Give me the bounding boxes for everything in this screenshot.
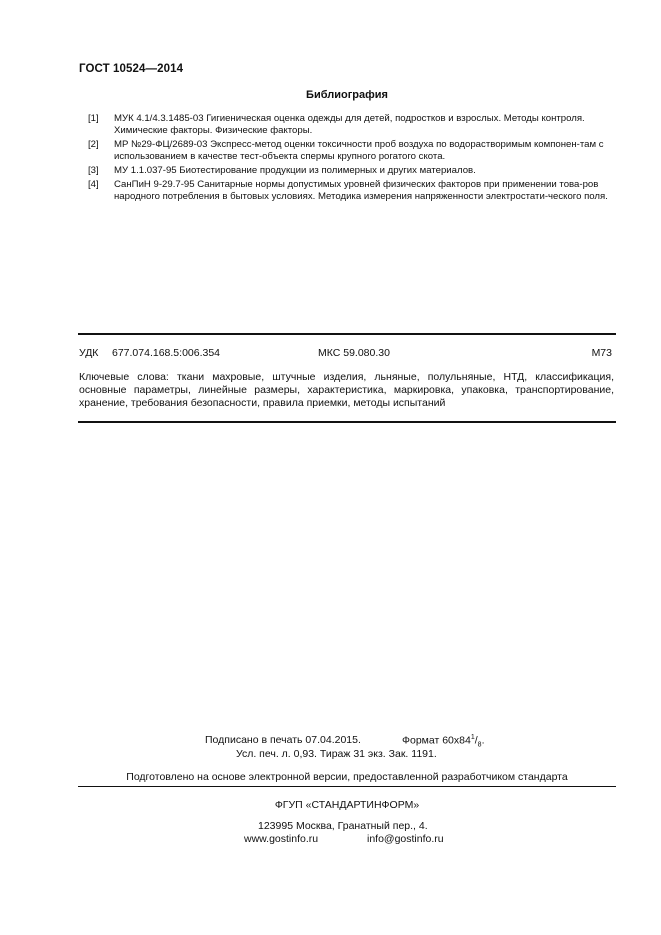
print-format: Формат $60x84^1/_8$. [402,734,485,749]
bibliography-item [88,139,616,163]
format-numerator: 1 [470,734,475,741]
format-denominator: 8 [477,741,482,749]
prepared-note: Подготовлено на основе электронной версии, предоставленной разработчиком стандарта [126,771,568,783]
publisher-address: 123995 Москва, Гранатный пер., 4. [258,820,428,832]
bibliography-item-number: [3] [88,164,99,176]
udk-value: 677.074.168.5:006.354 [112,347,221,359]
bibliography-item-number: [4] [88,178,99,190]
classification-code: М73 [591,347,612,359]
format-suffix: . [481,734,485,747]
email-link[interactable]: info@gostinfo.ru [367,833,444,845]
bibliography-item-text: МУ 1.1.037-95 Биотестирование продукции из полимерных и других материалов. [114,164,476,176]
keywords: Ключевые слова: ткани махровые, штучные изделия, льняные, полульняные, НТД, классификация, основные параметры, линейные размеры, характеристика, маркировка, упаковка, транспортирование, хранение, требования безопасности, правила приемки, методы испытаний [79,371,614,409]
bibliography-list [88,113,616,204]
footer-divider [78,786,616,787]
classification-row [79,347,612,361]
bibliography-item [88,165,616,177]
format-prefix: Формат 60x84 [402,734,471,747]
top-divider [78,333,616,335]
website-link[interactable]: www.gostinfo.ru [244,833,319,845]
bibliography-item-text: МУК 4.1/4.3.1485-03 Гигиеническая оценка одежды для детей, подростков и взрослых. Методы контроля. Химические факторы. Физические факторы. [114,113,585,137]
bibliography-item [88,113,616,137]
signed-date: Подписано в печать 07.04.2015. [205,734,361,746]
mks-code: МКС 59.080.30 [318,347,390,359]
bibliography-item-number: [2] [88,138,99,150]
bibliography-item-text: СанПиН 9-29.7-95 Санитарные нормы допустимых уровней физических факторов при применении това-ров народного потребления в бытовых условиях. Методика измерения напряженности электростати-ческого поля. [114,178,608,202]
bibliography-title: Библиография [306,89,388,101]
bottom-divider [78,421,616,423]
udk-label: УДК [79,347,99,359]
bibliography-item [88,179,616,203]
standard-code: ГОСТ 10524—2014 [79,63,184,75]
bibliography-item-number: [1] [88,113,99,124]
publisher-name: ФГУП «СТАНДАРТИНФОРМ» [274,799,420,811]
imprint-details: Усл. печ. л. 0,93. Тираж 31 экз. Зак. 1191. [236,748,437,760]
bibliography-item-text: МР №29-ФЦ/2689-03 Экспресс-метод оценки токсичности проб воздуха по водорастворимым компонен-там с использованием в качестве тест-объекта спермы крупного рогатого скота. [114,138,604,163]
